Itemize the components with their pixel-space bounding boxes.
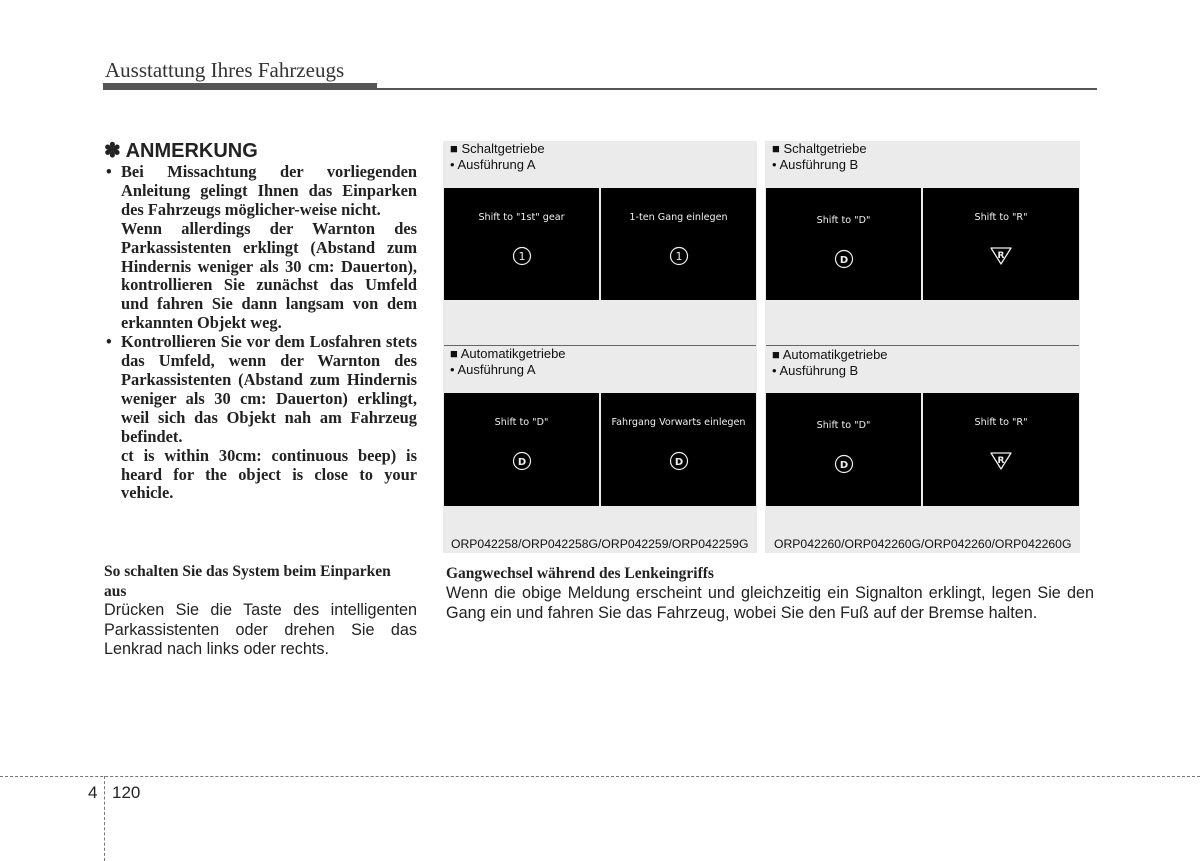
note-bullet: [104, 333, 417, 503]
gearchange-text: Wenn die obige Meldung erscheint und gleichzeitig ein Signalton erklingt, legen Sie den Gang ein und fahren Sie das Fahrzeug, wobei Sie den Fuß auf der Bremse halten.: [446, 584, 1094, 622]
display-message: Fahrgang Vorwarts einlegen: [611, 417, 746, 428]
display-screen: [601, 188, 756, 300]
svg-text:D: D: [674, 457, 683, 468]
svg-text:R: R: [997, 456, 1005, 466]
variant-label: • Ausführung B: [772, 363, 859, 378]
display-screen: [444, 188, 599, 300]
display-screen: [766, 393, 921, 506]
display-message: 1-ten Gang einlegen: [629, 212, 728, 223]
figure-caption: ORP042260/ORP042260G/ORP042260/ORP042260G: [774, 537, 1072, 551]
deactivate-text: Drücken Sie die Taste des intelligenten Parkassistenten oder drehen Sie das Lenkrad nach links oder rechts.: [104, 601, 417, 658]
note-paragraph: • Kontrollieren Sie vor dem Losfahren stets das Umfeld, wenn der Warnton des Parkassistenten (Abstand zum Hindernis weniger als 30 cm: Dauerton) erklingt, weil sich das Objekt nah am Fahrzeug befindet.: [121, 332, 417, 446]
chapter-number: 4: [88, 783, 98, 802]
gear-1-icon: [669, 246, 689, 266]
svg-text:1: 1: [518, 250, 525, 263]
variant-label: • Ausführung A: [450, 157, 536, 172]
gear-r-warning-icon: [989, 246, 1013, 266]
page-number: 120: [112, 783, 141, 802]
note-title: ✽ ANMERKUNG: [104, 140, 258, 162]
svg-text:D: D: [839, 460, 848, 471]
running-header: Ausstattung Ihres Fahrzeugs: [105, 58, 345, 82]
header-rule-accent: [103, 83, 377, 90]
gear-d-icon: [669, 451, 689, 471]
display-message: Shift to "D": [816, 420, 871, 431]
svg-text:1: 1: [675, 250, 682, 263]
transmission-label: ■ Schaltgetriebe: [772, 141, 867, 156]
svg-text:R: R: [997, 251, 1005, 261]
footer-rule: [0, 776, 1200, 777]
svg-text:D: D: [517, 457, 526, 468]
figure-caption: ORP042258/ORP042258G/ORP042259/ORP042259G: [451, 537, 749, 551]
display-screen: [923, 188, 1079, 300]
transmission-label: ■ Automatikgetriebe: [772, 347, 888, 362]
variant-label: • Ausführung A: [450, 362, 536, 377]
gear-d-icon: [834, 249, 854, 269]
display-message: Shift to "R": [974, 212, 1028, 223]
display-screen: [444, 393, 599, 506]
display-message: Shift to "R": [974, 417, 1028, 428]
display-message: Shift to "1st" gear: [478, 212, 565, 223]
note-paragraph: Wenn allerdings der Warnton des Parkassistenten erklingt (Abstand zum Hindernis weniger als 30 cm: Dauerton), kontrollieren Sie zunächst das Umfeld und fahren Sie dann langsam von dem erkannten Objekt weg.: [121, 218, 417, 333]
figure-panel-right: [765, 141, 1080, 553]
note-paragraph: ct is within 30cm: continuous beep) is heard for the object is close to your vehicle.: [121, 445, 417, 503]
figure-panel-left: [443, 141, 757, 553]
deactivate-heading: So schalten Sie das System beim Einparken aus: [104, 563, 391, 600]
note-list: [104, 163, 417, 503]
transmission-label: ■ Schaltgetriebe: [450, 141, 545, 156]
variant-label: • Ausführung B: [772, 157, 859, 172]
gear-r-warning-icon: [989, 451, 1013, 471]
display-message: Shift to "D": [494, 417, 549, 428]
gear-d-icon: [512, 451, 532, 471]
transmission-label: ■ Automatikgetriebe: [450, 346, 566, 361]
panel-divider: [766, 345, 1079, 346]
gearchange-heading: Gangwechsel während des Lenkeingriffs: [446, 565, 714, 582]
display-screen: [923, 393, 1079, 506]
note-paragraph: • Bei Missachtung der vorliegenden Anleitung gelingt Ihnen das Einparken des Fahrzeugs möglicher-weise nicht.: [121, 162, 417, 219]
footer-separator: [104, 776, 105, 861]
gear-d-icon: [834, 454, 854, 474]
svg-text:D: D: [839, 255, 848, 266]
display-message: Shift to "D": [816, 215, 871, 226]
display-screen: [601, 393, 756, 506]
display-screen: [766, 188, 921, 300]
gear-1-icon: [512, 246, 532, 266]
note-bullet: [104, 163, 417, 333]
